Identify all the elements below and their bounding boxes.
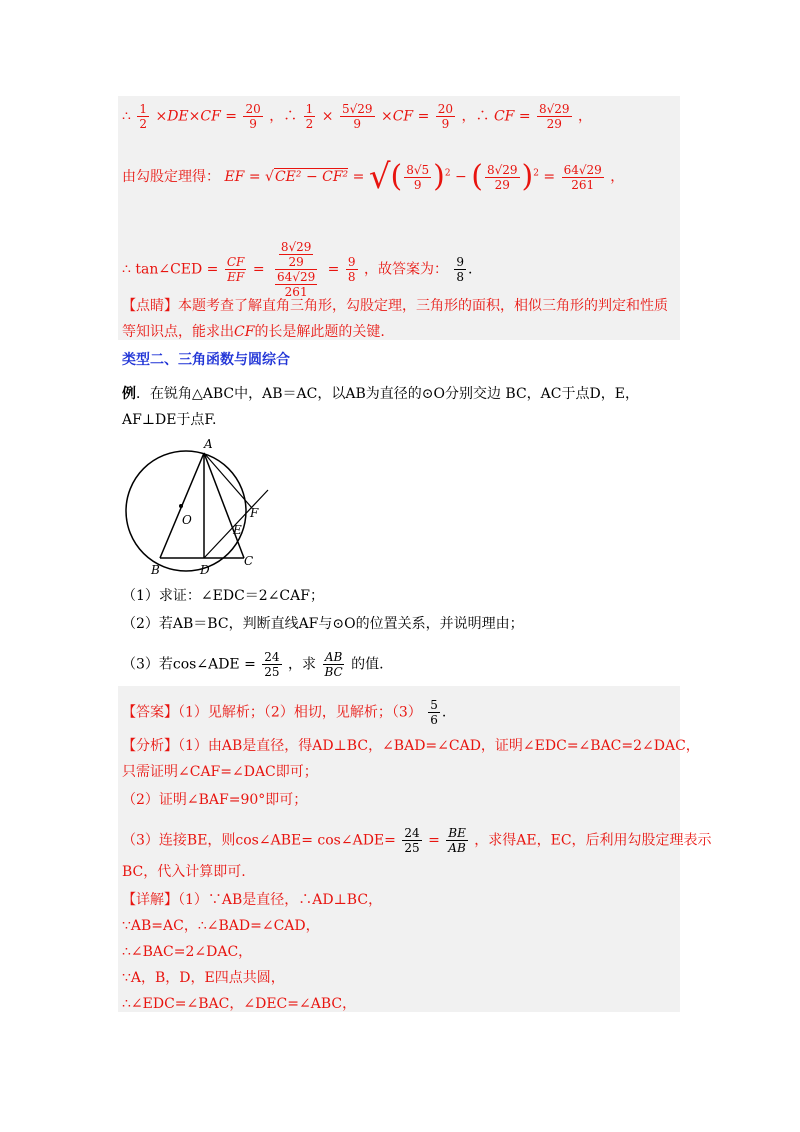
- equation-line-1: ∴ $\frac{1}{2}$ ×DE×CF = $\frac{20}{9}$ ，∴ $\frac{1}{2}$ × $\frac{5√29}{9}$ ×CF = $\frac{20}{9}$ ，∴ CF = $\frac{8√29}{29}$ ，: [122, 102, 593, 131]
- equation-line-2: 由勾股定理得： EF = √CE² − CF² = √( $\frac{8√5}{9}$ )$^2$ − ( $\frac{8√29}{29}$ )$^2$ = $\frac{64√29}{261}$ ，: [122, 157, 625, 197]
- problem-line-2: AF⊥DE于点F.: [122, 412, 217, 428]
- analysis-line-5: BC，代入计算即可.: [122, 864, 246, 880]
- label-d: D: [200, 563, 210, 577]
- label-e: E: [233, 523, 242, 537]
- compound-fraction: $\frac{\frac{8√29}{29}}{\frac{64√29}{261}}$: [271, 240, 321, 299]
- question-2: （2）若AB＝BC，判断直线AF与⊙O的位置关系，并说明理由；: [122, 616, 524, 632]
- comment-label: 【点睛】: [122, 298, 178, 314]
- detail-label: 【详解】: [122, 892, 178, 908]
- analysis-line-1: 【分析】（1）由AB是直径，得AD⊥BC，∠BAD=∠CAD，证明∠EDC=∠BAC=2∠DAC，: [122, 738, 700, 754]
- fraction-8sqrt29-29: $\frac{8√29}{29}$: [539, 102, 570, 131]
- segment-af: [204, 453, 252, 508]
- analysis-line-4: （3）连接BE，则cos∠ABE= cos∠ADE= $\frac{24}{25}$ = $\frac{BE}{AB}$ ，求得AE，EC，后利用勾股定理表示: [122, 826, 712, 855]
- problem-line-1: 例．在锐角△ABC中，AB＝AC，以AB为直径的⊙O分别交边 BC，AC于点D，E，: [122, 386, 639, 402]
- label-f: F: [250, 506, 259, 520]
- fraction-20-9: $\frac{20}{9}$: [245, 102, 261, 131]
- answer-label: 【答案】: [122, 704, 178, 721]
- fraction-5sqrt29-9: $\frac{5√29}{9}$: [341, 102, 373, 131]
- center-point: [179, 504, 183, 508]
- detail-line-2: ∵AB=AC，∴∠BAD=∠CAD，: [122, 918, 320, 934]
- fraction-half: $\frac{1}{2}$: [139, 102, 148, 131]
- label-o: O: [182, 513, 192, 527]
- analysis-line-2: 只需证明∠CAF=∠DAC即可；: [122, 764, 318, 780]
- analysis-line-3: （2）证明∠BAF=90°即可；: [122, 792, 308, 808]
- detail-line-3: ∴∠BAC=2∠DAC，: [122, 944, 253, 960]
- detail-line-1: 【详解】（1）∵AB是直径，∴AD⊥BC，: [122, 892, 383, 908]
- label-c: C: [244, 554, 254, 568]
- question-3: （3）若cos∠ADE = $\frac{24}{25}$ ，求 $\frac{AB}{BC}$ 的值.: [122, 650, 384, 679]
- comment-line-2: 等知识点，能求出CF的长是解此题的关键.: [122, 324, 385, 340]
- therefore-symbol: ∴: [122, 108, 131, 125]
- answer-line: 【答案】（1）见解析；（2）相切，见解析；（3） $\frac{5}{6}$ .: [122, 698, 447, 727]
- example-label: 例: [122, 386, 136, 402]
- circle-o: [126, 451, 246, 571]
- detail-line-5: ∴∠EDC=∠BAC，∠DEC=∠ABC，: [122, 996, 357, 1012]
- fraction-64sqrt29-261: $\frac{64√29}{261}$: [563, 162, 602, 192]
- geometry-figure: [118, 438, 278, 578]
- label-a: A: [204, 438, 213, 451]
- detail-line-4: ∵A，B，D，E四点共圆，: [122, 970, 285, 986]
- section-title: 类型二、三角函数与圆综合: [122, 352, 290, 368]
- analysis-label: 【分析】: [122, 738, 178, 754]
- tan-expression: ∴ tan∠CED =: [122, 261, 219, 278]
- pythagoras-label: 由勾股定理得：: [122, 169, 220, 185]
- equation-line-3: ∴ tan∠CED = $\frac{CF}{EF}$ = $\frac{\frac{8√29}{29}}{\frac{64√29}{261}}$ = $\frac{9}{8}$ ，故答案为： $\frac{9}{8}$ .: [122, 240, 473, 299]
- label-b: B: [151, 563, 160, 577]
- answer-9-8: $\frac{9}{8}$: [456, 255, 465, 284]
- question-1: （1）求证：∠EDC＝2∠CAF；: [122, 588, 324, 604]
- segment-ac: [204, 453, 244, 558]
- comment-line-1: 【点睛】本题考查了解直角三角形，勾股定理，三角形的面积，相似三角形的判定和性质: [122, 298, 668, 314]
